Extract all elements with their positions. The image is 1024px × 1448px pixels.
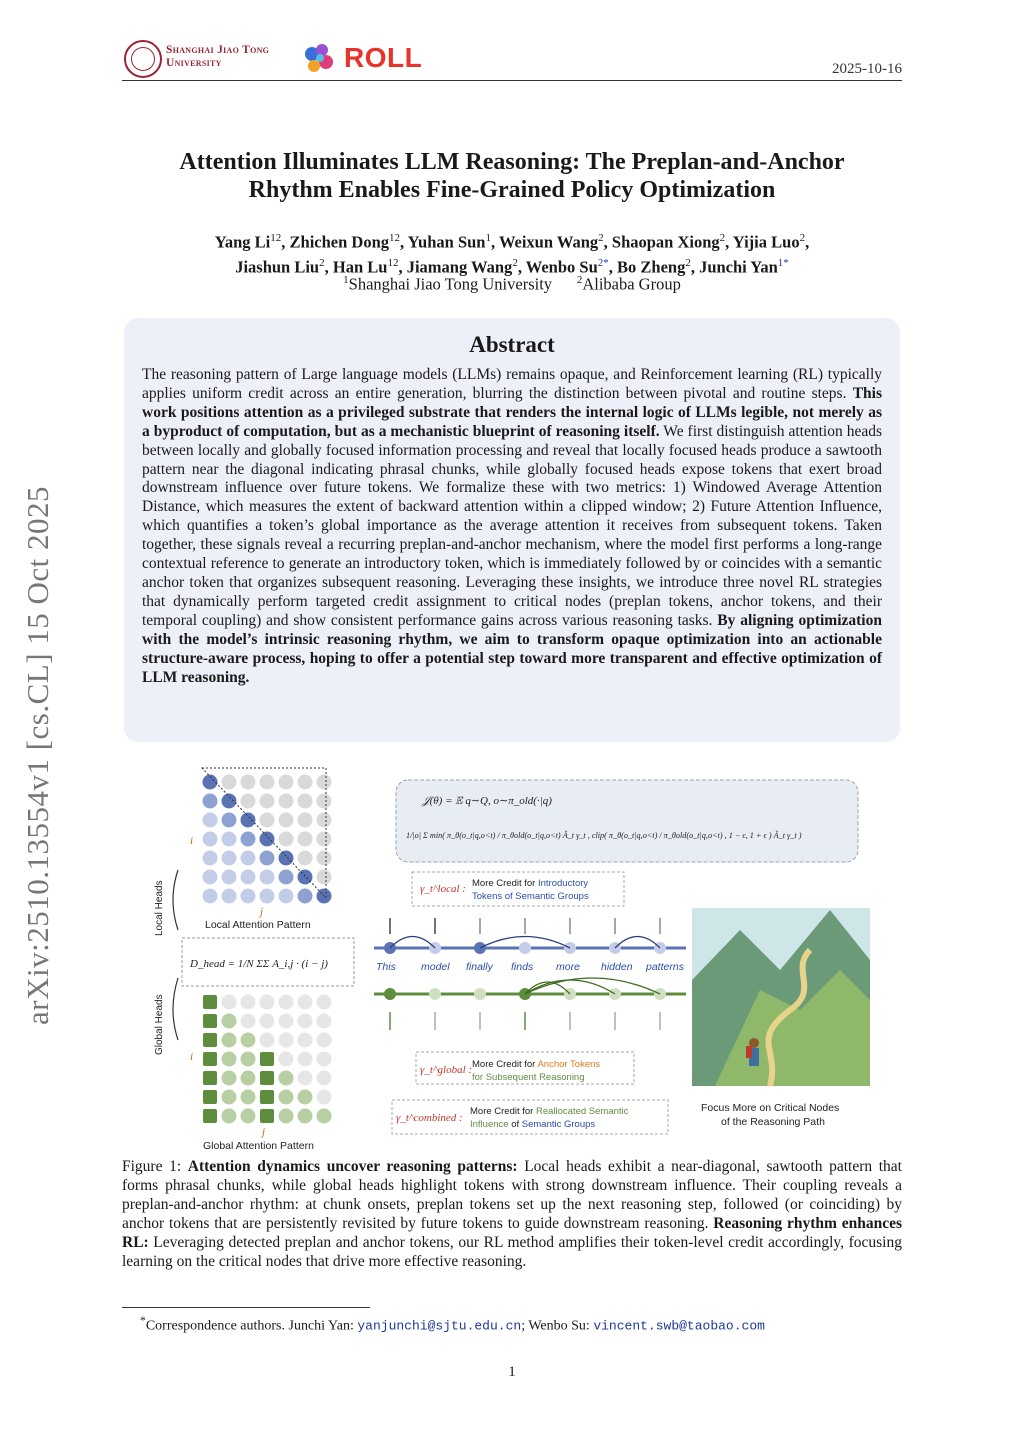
figure-1-graphic xyxy=(140,760,880,1155)
footnote-divider xyxy=(122,1307,370,1308)
correspondence-footnote xyxy=(140,1312,765,1336)
local-attention-cell xyxy=(241,851,256,866)
global-attention-cell xyxy=(298,1071,313,1086)
author-affiliation-marker: 2 xyxy=(799,232,806,244)
global-attention-cell xyxy=(298,1052,313,1067)
local-attention-cell xyxy=(317,813,332,828)
global-attention-cell xyxy=(298,1090,313,1105)
author-name: Yang Li xyxy=(214,232,271,252)
roll-logo-text: ROLL xyxy=(344,42,423,73)
header-divider xyxy=(122,80,902,81)
figure-caption xyxy=(122,1158,902,1271)
paper-title xyxy=(122,148,902,204)
university-name-line1: Shanghai Jiao Tong xyxy=(166,44,270,56)
figure-1 xyxy=(140,760,880,1155)
global-heads-label: Global Heads xyxy=(154,994,165,1055)
global-attention-cell xyxy=(260,995,275,1010)
abstract-text-2: We first distinguish attention heads between locally and globally focused information processing and reveal that locally focused heads produce a sawtooth pattern near the diagonal indicating phrasal chunks, while globally focused heads expose tokens that exert broad downstream influence over future tokens. We formalize these with two metrics: 1) Windowed Average Attention Distance, which measures the extent of backward attention within a clipped window; 2) Future Attention Influence, which quantifies a token’s global importance as the average attention it receives from subsequent tokens. Taken together, these signals reveal a recurring preplan-and-anchor mechanism, where the model first performs a long-range contextual reference to generate an introductory token, which is immediately followed by or coincides with a semantic anchor token that organizes subsequent reasoning. Leveraging these insights, we introduce three novel RL strategies that dynamically perform targeted credit assignment to critical nodes (preplan tokens, anchor tokens, and their temporal coupling) and show consistent performance gains across various reasoning tasks. xyxy=(142,422,882,629)
roll-mascot-icon xyxy=(300,40,340,78)
global-axis-i: i xyxy=(190,1051,194,1063)
global-attention-cell xyxy=(203,1109,217,1123)
global-attention-cell xyxy=(260,1033,275,1048)
local-attention-cell xyxy=(222,851,237,866)
global-attention-cell xyxy=(298,1033,313,1048)
global-attention-cell xyxy=(203,1052,217,1066)
token-label: This xyxy=(376,961,396,973)
global-attention-cell xyxy=(317,1014,332,1029)
local-attention-cell xyxy=(222,889,237,904)
abstract-bold-2: By aligning optimization with the model’s intrinsic reasoning rhythm, we aim to transform opaque optimization into an actionable structure-aware process, hoping to offer a potential step toward more transparent and effective optimization of LLM reasoning. xyxy=(142,611,882,686)
local-attention-cell xyxy=(203,889,218,904)
global-attention-cell xyxy=(260,1014,275,1029)
local-attention-cell xyxy=(260,794,275,809)
global-attention-cell xyxy=(222,1090,237,1105)
global-attention-matrix xyxy=(203,995,332,1124)
token-label: finally xyxy=(466,961,493,973)
author-name: Wenbo Su xyxy=(525,257,598,276)
local-attention-cell xyxy=(260,870,275,885)
author-affiliation-marker: 2* xyxy=(597,256,609,269)
local-attention-cell xyxy=(279,889,294,904)
local-attention-cell xyxy=(317,832,332,847)
local-attention-cell xyxy=(298,851,313,866)
local-heads-label: Local Heads xyxy=(154,880,165,936)
local-attention-cell xyxy=(279,775,294,790)
author-affiliation-marker: 2 xyxy=(512,256,518,269)
global-attention-cell xyxy=(222,1014,237,1029)
local-attention-cell xyxy=(222,794,237,809)
gamma-local-text-2: Tokens of Semantic Groups xyxy=(472,891,589,902)
global-axis-j: j xyxy=(262,1126,266,1138)
local-axis-i: i xyxy=(190,835,194,847)
global-attention-cell xyxy=(203,995,217,1009)
author-name: Yijia Luo xyxy=(732,232,800,252)
gamma-local-text-1: More Credit for Introductory xyxy=(472,878,589,889)
local-attention-cell xyxy=(203,794,218,809)
global-attention-cell xyxy=(222,1109,237,1124)
local-attention-cell xyxy=(279,832,294,847)
caption-text-1: Local heads exhibit a near-diagonal, sawtooth pattern that forms phrasal chunks, while global heads highlight tokens with strong downstream influence. Their coupling reveals a preplan-and-anchor rhythm: at chunk onsets, preplan tokens set up the next reasoning step, followed (or coinciding) by anchor tokens that are persistently revisited by future tokens to guide downstream reasoning. xyxy=(122,1158,902,1232)
local-arc xyxy=(390,937,435,949)
author-affiliation-marker: 12 xyxy=(270,232,282,244)
local-attention-cell xyxy=(241,794,256,809)
local-attention-cell xyxy=(298,775,313,790)
email-link-junchi[interactable]: yanjunchi@sjtu.edu.cn xyxy=(357,1318,522,1334)
local-attention-cell xyxy=(241,832,256,847)
abstract-body xyxy=(142,366,882,687)
local-heads-arrow xyxy=(173,870,178,930)
affiliations xyxy=(122,270,902,295)
token-label: hidden xyxy=(601,961,633,973)
author-affiliation-marker: 12 xyxy=(387,256,399,269)
author-affiliation-marker: 1 xyxy=(485,232,491,244)
objective-box xyxy=(396,780,858,862)
author-affiliation-marker: 2 xyxy=(319,256,325,269)
local-attention-cell xyxy=(317,775,332,790)
local-attention-cell xyxy=(203,851,218,866)
token-label: more xyxy=(556,961,580,973)
objective-line-2: 1/|o| Σ min( π_θ(o_t|q,o<t) / π_θold(o_t|q,o<t) Â_t γ_t , clip( π_θ(o_t|q,o<t) / π_θold(o_t|q,o<t) , 1 − ϵ, 1 + ϵ ) Â_t γ_t ) xyxy=(406,831,802,840)
author-affiliation-marker: 2 xyxy=(719,232,726,244)
global-attention-cell xyxy=(317,1071,332,1086)
global-attention-cell xyxy=(241,1052,256,1067)
global-attention-cell xyxy=(298,1014,313,1029)
mountain-path-illustration xyxy=(692,908,870,1086)
sjtu-seal-logo xyxy=(124,40,162,78)
author-name: Bo Zheng xyxy=(617,257,686,276)
token-label: patterns xyxy=(646,961,684,973)
local-token-node xyxy=(519,942,531,954)
author-affiliation-marker: 1* xyxy=(777,256,789,269)
global-attention-cell xyxy=(260,1071,274,1085)
footnote-mark: * xyxy=(140,1314,146,1327)
global-attention-cell xyxy=(279,995,294,1010)
local-attention-cell xyxy=(222,832,237,847)
global-attention-cell xyxy=(222,995,237,1010)
global-attention-cell xyxy=(260,1109,274,1123)
author-name: Junchi Yan xyxy=(699,257,778,276)
local-attention-cell xyxy=(260,851,275,866)
global-attention-cell xyxy=(241,1071,256,1086)
illustration-caption-line-1: Focus More on Critical Nodes xyxy=(701,1102,840,1114)
global-attention-cell xyxy=(203,1014,217,1028)
document-date: 2025-10-16 xyxy=(832,61,902,77)
author-affiliation-marker: 12 xyxy=(389,232,400,244)
illustration-caption-line-2: of the Reasoning Path xyxy=(721,1116,825,1128)
local-attention-cell xyxy=(298,870,313,885)
caption-bold-1: Attention dynamics uncover reasoning patterns: xyxy=(187,1158,518,1175)
global-attention-cell xyxy=(317,995,332,1010)
caption-text-2: Leveraging detected preplan and anchor tokens, our RL method amplifies their token-level credit accordingly, focusing learning on the critical nodes that drive more effective reasoning. xyxy=(122,1233,902,1270)
author-name: Han Lu xyxy=(332,257,388,276)
footnote-text-2: ; Wenbo Su: xyxy=(521,1318,594,1334)
local-attention-cell xyxy=(298,889,313,904)
global-attention-cell xyxy=(279,1109,294,1124)
global-attention-cell xyxy=(222,1071,237,1086)
local-attention-cell xyxy=(222,813,237,828)
global-attention-cell xyxy=(203,1071,217,1085)
abstract-heading: Abstract xyxy=(469,332,555,357)
global-attention-cell xyxy=(298,995,313,1010)
author-affiliation-marker: 2 xyxy=(598,232,604,244)
global-arc xyxy=(525,978,660,994)
token-label: model xyxy=(421,961,450,973)
global-attention-cell xyxy=(203,1090,217,1104)
global-heads-arrow xyxy=(173,978,178,1040)
footnote-text-1: Correspondence authors. Junchi Yan: xyxy=(145,1318,358,1334)
local-attention-cell xyxy=(317,851,332,866)
author-name: Jiamang Wang xyxy=(406,257,513,276)
author-name: Weixun Wang xyxy=(498,232,599,252)
author-affiliation-marker: 2 xyxy=(685,256,691,269)
gamma-combined-text-1: More Credit for Reallocated Semantic xyxy=(470,1106,629,1117)
local-attention-cell xyxy=(241,775,256,790)
affiliation-1-marker: 1 xyxy=(343,274,349,286)
local-arc xyxy=(615,937,660,949)
abstract-bold-1: This work positions attention as a privileged substrate that renders the internal logic of LLMs legible, not merely as a byproduct of computation, but as a mechanistic blueprint of reasoning itself. xyxy=(142,384,882,440)
local-attention-cell xyxy=(203,870,218,885)
gamma-combined-label: γ_t^combined : xyxy=(396,1112,463,1124)
local-attention-cell xyxy=(241,870,256,885)
local-attention-cell xyxy=(279,870,294,885)
local-axis-j: j xyxy=(260,906,264,918)
gamma-combined-text-2: Influence of Semantic Groups xyxy=(470,1119,596,1130)
local-attention-cell xyxy=(298,794,313,809)
global-attention-cell xyxy=(222,1052,237,1067)
title-line-2: Rhythm Enables Fine-Grained Policy Optimization xyxy=(248,177,776,203)
global-attention-cell xyxy=(222,1033,237,1048)
dhead-formula: D_head = 1/N ΣΣ A_i,j · (i − j) xyxy=(190,958,328,970)
caption-bold-2: Reasoning rhythm enhances RL: xyxy=(122,1214,902,1251)
local-attention-cell xyxy=(222,775,237,790)
global-attention-cell xyxy=(260,1090,274,1104)
title-line-1: Attention Illuminates LLM Reasoning: The Preplan-and-Anchor xyxy=(179,149,845,175)
global-token-node xyxy=(384,988,396,1000)
author-name: Zhichen Dong xyxy=(289,232,389,252)
university-logo-text xyxy=(166,44,269,70)
global-attention-cell xyxy=(203,1033,217,1047)
local-attention-cell xyxy=(317,794,332,809)
local-attention-cell xyxy=(203,813,218,828)
local-attention-cell xyxy=(298,813,313,828)
global-attention-cell xyxy=(241,1109,256,1124)
global-attention-cell xyxy=(241,1090,256,1105)
affiliation-2-name: Alibaba Group xyxy=(582,274,681,294)
local-attention-cell xyxy=(279,851,294,866)
gamma-global-text-1: More Credit for Anchor Tokens xyxy=(472,1059,601,1070)
global-token-node xyxy=(474,988,486,1000)
abstract-text-1: The reasoning pattern of Large language models (LLMs) remains opaque, and Reinforcement learning (RL) typically applies uniform credit across an entire generation, blurring the distinction between pivotal and routine steps. xyxy=(142,366,882,402)
global-attention-cell xyxy=(317,1109,332,1124)
local-attention-cell xyxy=(260,775,275,790)
global-attention-cell xyxy=(279,1090,294,1105)
author-name: Shaopan Xiong xyxy=(611,232,720,252)
local-attention-cell xyxy=(241,889,256,904)
global-attention-cell xyxy=(279,1052,294,1067)
arxiv-side-stamp: arXiv:2510.13554v1 [cs.CL] 15 Oct 2025 xyxy=(20,485,55,1025)
global-pattern-label: Global Attention Pattern xyxy=(203,1140,314,1152)
local-attention-cell xyxy=(260,832,275,847)
global-attention-cell xyxy=(260,1052,274,1066)
local-attention-cell xyxy=(279,794,294,809)
global-attention-cell xyxy=(241,995,256,1010)
email-link-wenbo[interactable]: vincent.swb@taobao.com xyxy=(593,1318,765,1334)
global-attention-cell xyxy=(279,1071,294,1086)
local-pattern-label: Local Attention Pattern xyxy=(205,919,311,931)
global-attention-cell xyxy=(317,1033,332,1048)
global-attention-cell xyxy=(241,1014,256,1029)
gamma-global-label: γ_t^global : xyxy=(420,1064,473,1076)
caption-label: Figure 1: xyxy=(122,1158,188,1175)
global-attention-cell xyxy=(317,1090,332,1105)
local-attention-cell xyxy=(222,870,237,885)
page-number: 1 xyxy=(508,1364,516,1380)
global-attention-cell xyxy=(317,1052,332,1067)
author-name: Yuhan Sun xyxy=(407,232,486,252)
gamma-global-text-2: for Subsequent Reasoning xyxy=(472,1072,585,1083)
author-list: Yang Li$^{12}$, Zhichen Dong$^{12}$, Yuhan Sun$^1$, Weixun Wang$^2$, Shaopan Xiong$^2$, Yijia Luo$^2$, Jiashun Liu$^2$, Han Lu$^{12}$, Jiamang Wang$^2$, Wenbo $Su^{2*}$, Bo Zheng$^2$, Junchi Yan$^{1*}$ xyxy=(214,232,810,276)
global-attention-cell xyxy=(279,1033,294,1048)
global-attention-cell xyxy=(279,1014,294,1029)
local-attention-cell xyxy=(260,813,275,828)
local-attention-cell xyxy=(298,832,313,847)
local-attention-cell xyxy=(203,832,218,847)
global-attention-cell xyxy=(298,1109,313,1124)
local-attention-cell xyxy=(279,813,294,828)
affiliation-2-marker: 2 xyxy=(576,274,583,286)
global-attention-cell xyxy=(241,1033,256,1048)
university-name-line2: University xyxy=(166,57,222,69)
local-attention-cell xyxy=(317,870,332,885)
local-attention-cell xyxy=(260,889,275,904)
token-sequence-diagram xyxy=(374,918,686,1030)
token-label: finds xyxy=(511,961,534,973)
gamma-local-label: γ_t^local : xyxy=(420,883,466,895)
local-attention-cell xyxy=(241,813,256,828)
objective-line-1: 𝒥(θ) = 𝔼 q∼Q, o∼π_old(·|q) xyxy=(422,795,552,807)
global-token-node xyxy=(429,988,441,1000)
author-name: Jiashun Liu xyxy=(235,257,320,276)
affiliation-1-name: Shanghai Jiao Tong University xyxy=(348,274,553,294)
